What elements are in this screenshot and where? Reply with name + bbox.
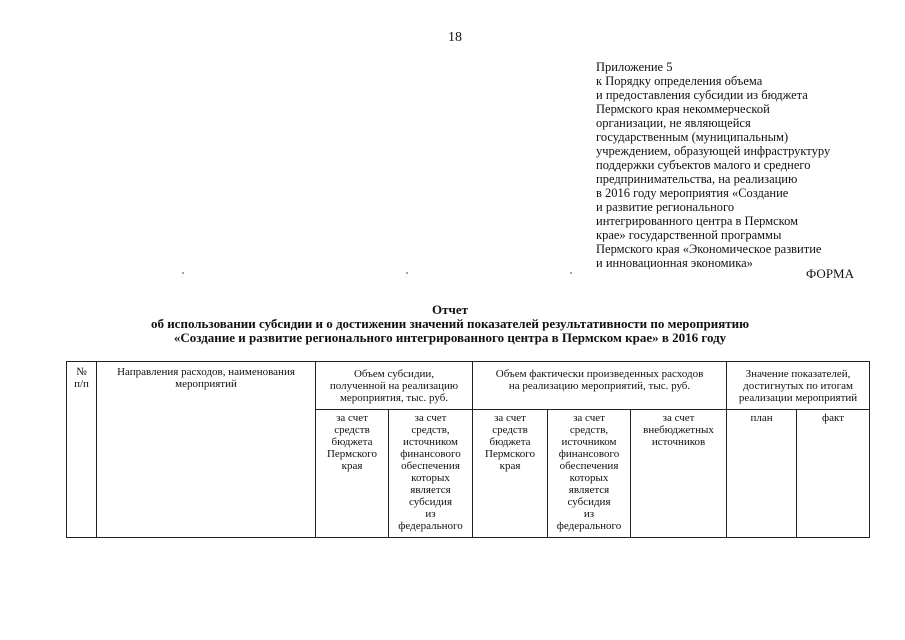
appendix-note — [596, 60, 886, 270]
appendix-line: учреждением, образующей инфраструктуру — [596, 144, 831, 158]
header-text: п/п — [74, 378, 89, 390]
header-text: полученной на реализацию — [329, 380, 459, 392]
header-text: бюджета — [331, 436, 373, 448]
header-text: которых — [411, 472, 450, 484]
header-text: внебюджетных — [643, 424, 714, 436]
header-text: субсидия — [567, 496, 611, 508]
subheader-regional-budget — [316, 410, 389, 538]
header-text: края — [341, 460, 363, 472]
appendix-line: интегрированного центра в Пермском — [596, 214, 799, 228]
header-text: за счет — [414, 412, 447, 424]
form-label: ФОРМА — [806, 266, 854, 281]
header-text: мероприятий — [175, 378, 237, 390]
header-text: федерального — [556, 520, 622, 532]
appendix-line: предпринимательства, на реализацию — [596, 172, 798, 186]
header-text: Пермского — [485, 448, 536, 460]
header-text: источником — [403, 436, 458, 448]
header-text: источников — [651, 436, 706, 448]
scan-speck — [182, 272, 184, 274]
appendix-line: и предоставления субсидии из бюджета — [596, 88, 808, 102]
header-text: за счет — [662, 412, 695, 424]
header-text: за счет — [573, 412, 605, 424]
subheader-federal-subsidy — [548, 410, 631, 538]
header-text: из — [425, 508, 436, 520]
report-title — [60, 303, 840, 345]
appendix-line: государственным (муниципальным) — [596, 130, 789, 144]
header-number — [67, 362, 97, 538]
header-text: финансового — [400, 448, 461, 460]
header-text: реализации мероприятий — [738, 392, 858, 404]
appendix-line: и развитие регионального — [596, 200, 735, 214]
header-actual-expenses — [473, 362, 727, 410]
title-line: Отчет — [432, 302, 468, 317]
header-text: бюджета — [489, 436, 531, 448]
appendix-line: Приложение 5 — [596, 60, 673, 74]
header-text: Значение показателей, — [745, 368, 851, 380]
header-text: достигнутых по итогам — [743, 380, 853, 392]
appendix-line: и инновационная экономика» — [596, 256, 753, 270]
header-text: обеспечения — [559, 460, 619, 472]
header-text: является — [410, 484, 451, 496]
scan-speck — [406, 272, 408, 274]
header-text: субсидия — [409, 496, 453, 508]
appendix-line: крае» государственной программы — [596, 228, 782, 242]
appendix-line: к Порядку определения объема — [596, 74, 763, 88]
header-text: средств — [334, 424, 370, 436]
header-text: № — [76, 366, 87, 378]
header-subsidy — [316, 362, 473, 410]
title-line: «Создание и развитие регионального интегрированного центра в Пермском крае» в 2016 году — [173, 330, 727, 345]
header-text: Объем фактически произведенных расходов — [495, 368, 704, 380]
header-text: финансового — [558, 448, 620, 460]
header-text: за счет — [336, 412, 368, 424]
header-directions — [97, 362, 316, 538]
header-text: является — [568, 484, 610, 496]
header-text: средств, — [411, 424, 450, 436]
header-text: федерального — [398, 520, 463, 532]
header-text: за счет — [494, 412, 526, 424]
header-text: края — [499, 460, 521, 472]
header-text: средств, — [569, 424, 609, 436]
header-text: факт — [822, 412, 845, 424]
subheader-federal-subsidy — [389, 410, 473, 538]
header-text: из — [583, 508, 595, 520]
title-line: об использовании субсидии и о достижении значений показателей результативности по мероприятию — [150, 316, 750, 331]
appendix-line: Пермского края «Экономическое развитие — [596, 242, 822, 256]
header-text: на реализацию мероприятий, тыс. руб. — [508, 380, 691, 392]
header-text: Направления расходов, наименования — [117, 366, 295, 378]
header-text: обеспечения — [401, 460, 460, 472]
header-text: источником — [561, 436, 617, 448]
report-table — [66, 361, 870, 538]
scan-speck — [570, 272, 572, 274]
appendix-line: в 2016 году мероприятия «Создание — [596, 186, 789, 200]
header-text: мероприятия, тыс. руб. — [339, 392, 449, 404]
appendix-line: организации, не являющейся — [596, 116, 751, 130]
appendix-line: поддержки субъектов малого и среднего — [596, 158, 811, 172]
subheader-plan — [727, 410, 797, 538]
header-text: которых — [569, 472, 609, 484]
page-number: 18 — [448, 30, 462, 45]
subheader-fact — [797, 410, 870, 538]
appendix-line: Пермского края некоммерческой — [596, 102, 770, 116]
subheader-regional-budget — [473, 410, 548, 538]
header-text: средств — [492, 424, 528, 436]
header-indicators — [727, 362, 870, 410]
subheader-extrabudgetary — [631, 410, 727, 538]
header-text: Объем субсидии, — [353, 368, 435, 380]
header-text: Пермского — [326, 448, 378, 460]
header-text: план — [750, 412, 773, 424]
